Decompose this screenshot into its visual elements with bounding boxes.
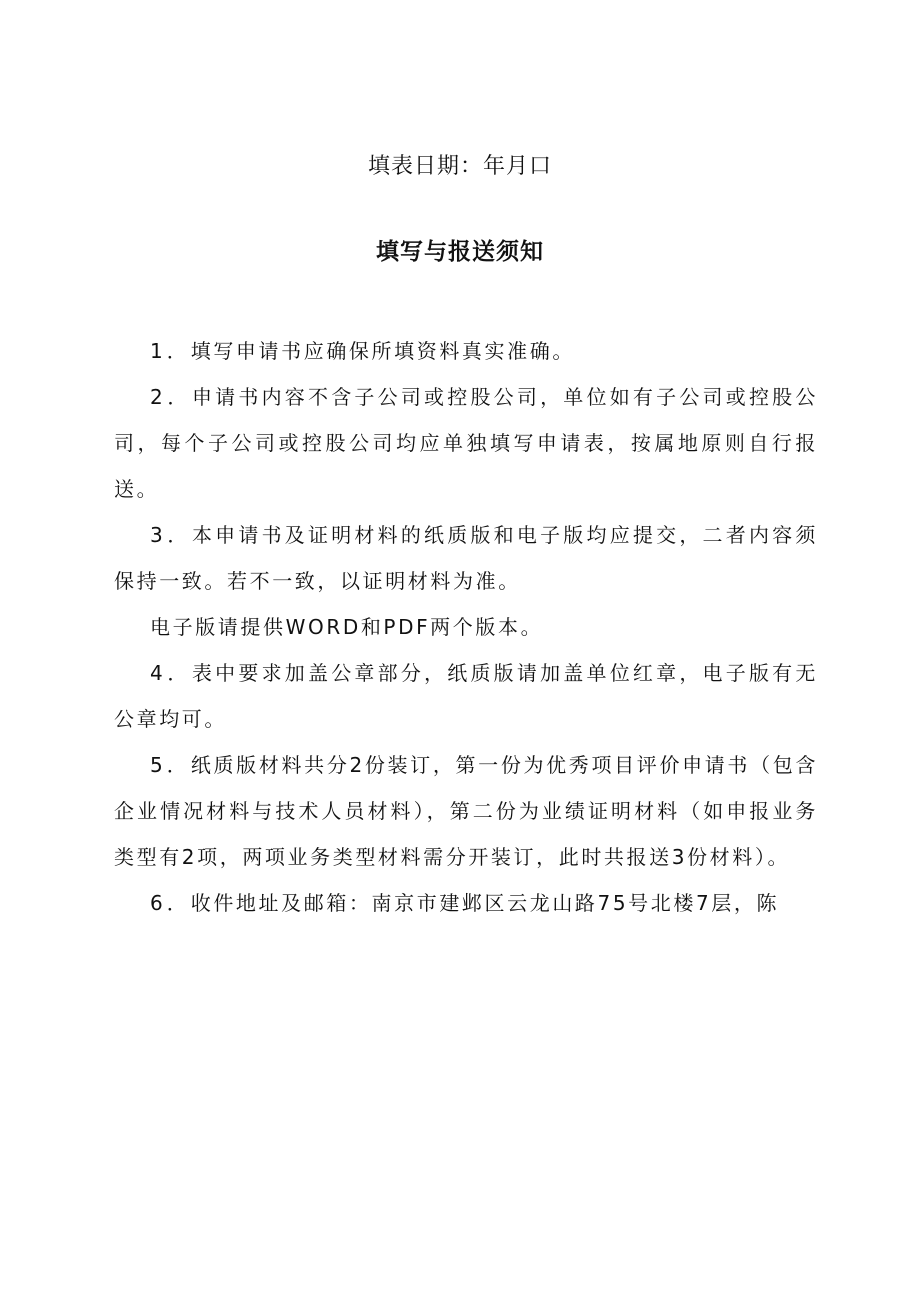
notice-item-2 [114,374,818,512]
notice-item-number: 5． [150,753,191,777]
notice-item-5 [114,742,818,880]
notice-item-number: 1． [150,339,191,363]
notice-item-number: 4． [150,661,192,685]
notice-item-text: 本申请书及证明材料的纸质版和电子版均应提交，二者内容须保持一致。若不一致，以证明材料为准。 [114,523,818,593]
notice-item-3 [114,512,818,604]
notice-item-4 [114,650,818,742]
notice-item-1 [114,328,818,374]
notice-item-text: 收件地址及邮箱：南京市建邺区云龙山路75号北楼7层，陈 [190,891,780,915]
notice-item-text: 申请书内容不含子公司或控股公司，单位如有子公司或控股公司，每个子公司或控股公司均应单独填写申请表，按属地原则自行报送。 [114,385,818,501]
notice-item-text: 表中要求加盖公章部分，纸质版请加盖单位红章，电子版有无公章均可。 [114,661,818,731]
notice-item-number: 6． [150,891,191,915]
notice-item-6 [114,880,818,926]
fill-date-line: 填表日期：年月口 [367,154,552,179]
notice-item-number: 3． [150,523,192,547]
notice-content [114,328,818,926]
notice-item-text: 电子版请提供WORD和PDF两个版本。 [150,615,544,639]
notice-item-number: 2． [150,385,192,409]
notice-item-text: 填写申请书应确保所填资料真实准确。 [190,339,575,363]
notice-item-3-note [114,604,818,650]
notice-item-text: 纸质版材料共分2份装订，第一份为优秀项目评价申请书（包含企业情况材料与技术人员材料），第二份为业绩证明材料（如申报业务类型有2项，两项业务类型材料需分开装订，此时共报送3份材料）。 [114,753,818,869]
notice-title: 填写与报送须知 [376,239,544,265]
